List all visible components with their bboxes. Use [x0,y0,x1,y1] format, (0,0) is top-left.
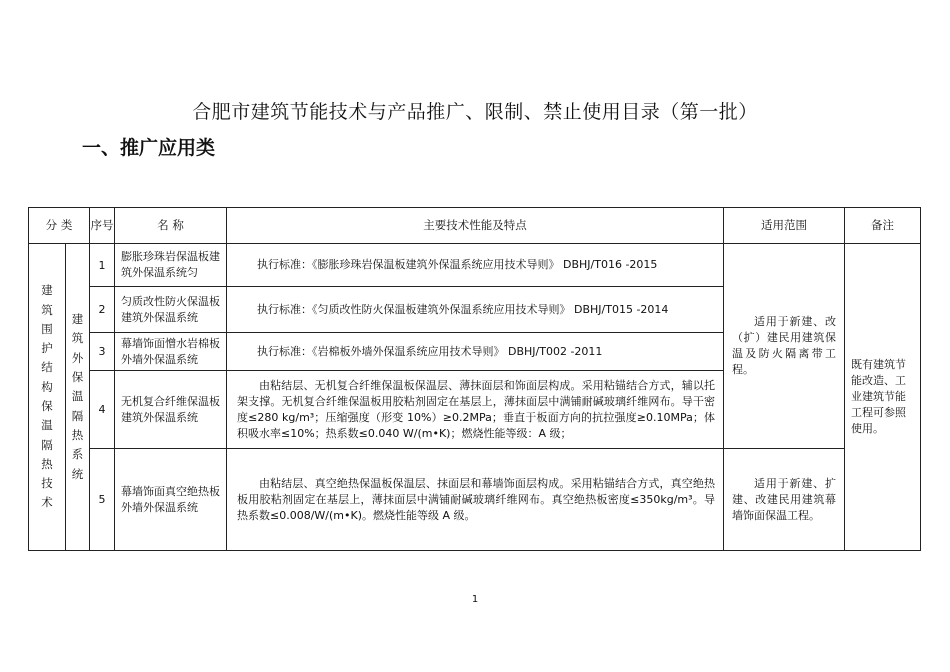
scope-cell: 适用于新建、扩建、改建民用建筑幕墙饰面保温工程。 [724,449,845,551]
row-features: 由粘结层、真空绝热保温板保温层、抹面层和幕墙饰面层构成。采用粘锚结合方式，真空绝热板用胶粘剂固定在基层上，薄抹面层中满铺耐碱玻璃纤维网布。真空绝热板密度≤350kg/m³。导热系数≤0.008/W/(m•K)。燃烧性能等级 A 级。 [227,449,724,551]
table-row [29,449,921,551]
category-char: 统 [71,466,84,481]
category-sub-text [66,310,89,484]
category-main-cell [29,244,66,551]
row-name: 幕墙饰面真空绝热板外墙外保温系统 [115,449,227,551]
category-char: 术 [41,495,53,510]
remark-cell: 既有建筑节能改造、工业建筑节能工程可参照使用。 [845,244,921,551]
category-char: 热 [71,427,84,442]
category-char: 筑 [41,302,53,317]
scope-cell: 适用于新建、改（扩）建民用建筑保温及防火隔离带工程。 [724,244,845,449]
row-number: 5 [90,449,115,551]
category-char: 技 [41,476,53,491]
category-char: 外 [71,350,84,365]
category-char: 结 [41,360,53,375]
category-main-text [29,281,65,513]
row-name: 幕墙饰面憎水岩棉板外墙外保温系统 [115,333,227,371]
row-name: 膨胀珍珠岩保温板建筑外保温系统匀 [115,244,227,287]
header-scope: 适用范围 [724,208,845,244]
category-char: 建 [71,312,84,327]
row-features: 执行标准：《岩棉板外墙外保温系统应用技术导则》 DBHJ/T002 -2011 [227,333,724,371]
category-char: 隔 [71,408,84,423]
category-char: 筑 [71,331,84,346]
row-number: 1 [90,244,115,287]
row-number: 2 [90,287,115,333]
header-features: 主要技术性能及特点 [227,208,724,244]
category-char: 温 [71,389,84,404]
section-heading: 一、推广应用类 [82,137,216,159]
header-row [29,208,921,244]
category-char: 围 [41,321,53,336]
row-name: 匀质改性防火保温板建筑外保温系统 [115,287,227,333]
category-char: 隔 [41,437,53,452]
header-category: 分 类 [29,208,90,244]
category-char: 系 [71,447,84,462]
row-features: 执行标准：《膨胀珍珠岩保温板建筑外保温系统应用技术导则》 DBHJ/T016 -2015 [227,244,724,287]
table-row [29,244,921,287]
category-sub-cell [66,244,90,551]
page-number: 1 [471,594,479,605]
header-name: 名 称 [115,208,227,244]
row-name: 无机复合纤维保温板建筑外保温系统 [115,371,227,449]
category-char: 构 [41,379,53,394]
row-features: 执行标准：《匀质改性防火保温板建筑外保温系统应用技术导则》 DBHJ/T015 -2014 [227,287,724,333]
category-char: 保 [71,370,84,385]
row-number: 3 [90,333,115,371]
catalog-table [28,207,921,551]
row-features: 由粘结层、无机复合纤维保温板保温层、薄抹面层和饰面层构成。采用粘锚结合方式，辅以托架支撑。无机复合纤维保温板用胶粘剂固定在基层上，薄抹面层中满铺耐碱玻璃纤维网布。导干密度≤280 kg/m³；压缩强度（形变 10%）≥0.2MPa；垂直于板面方向的抗拉强度≥0.10MPa；体积吸水率≤10%；热系数≤0.040 W/(m•K)；燃烧性能等级：A 级； [227,371,724,449]
category-char: 热 [41,456,53,471]
row-number: 4 [90,371,115,449]
category-char: 温 [41,418,53,433]
category-char: 建 [41,283,53,298]
document-title: 合肥市建筑节能技术与产品推广、限制、禁止使用目录（第一批） [192,101,758,123]
category-char: 保 [41,399,53,413]
header-remark: 备注 [845,208,921,244]
header-seq: 序号 [90,208,115,244]
category-char: 护 [41,341,53,356]
